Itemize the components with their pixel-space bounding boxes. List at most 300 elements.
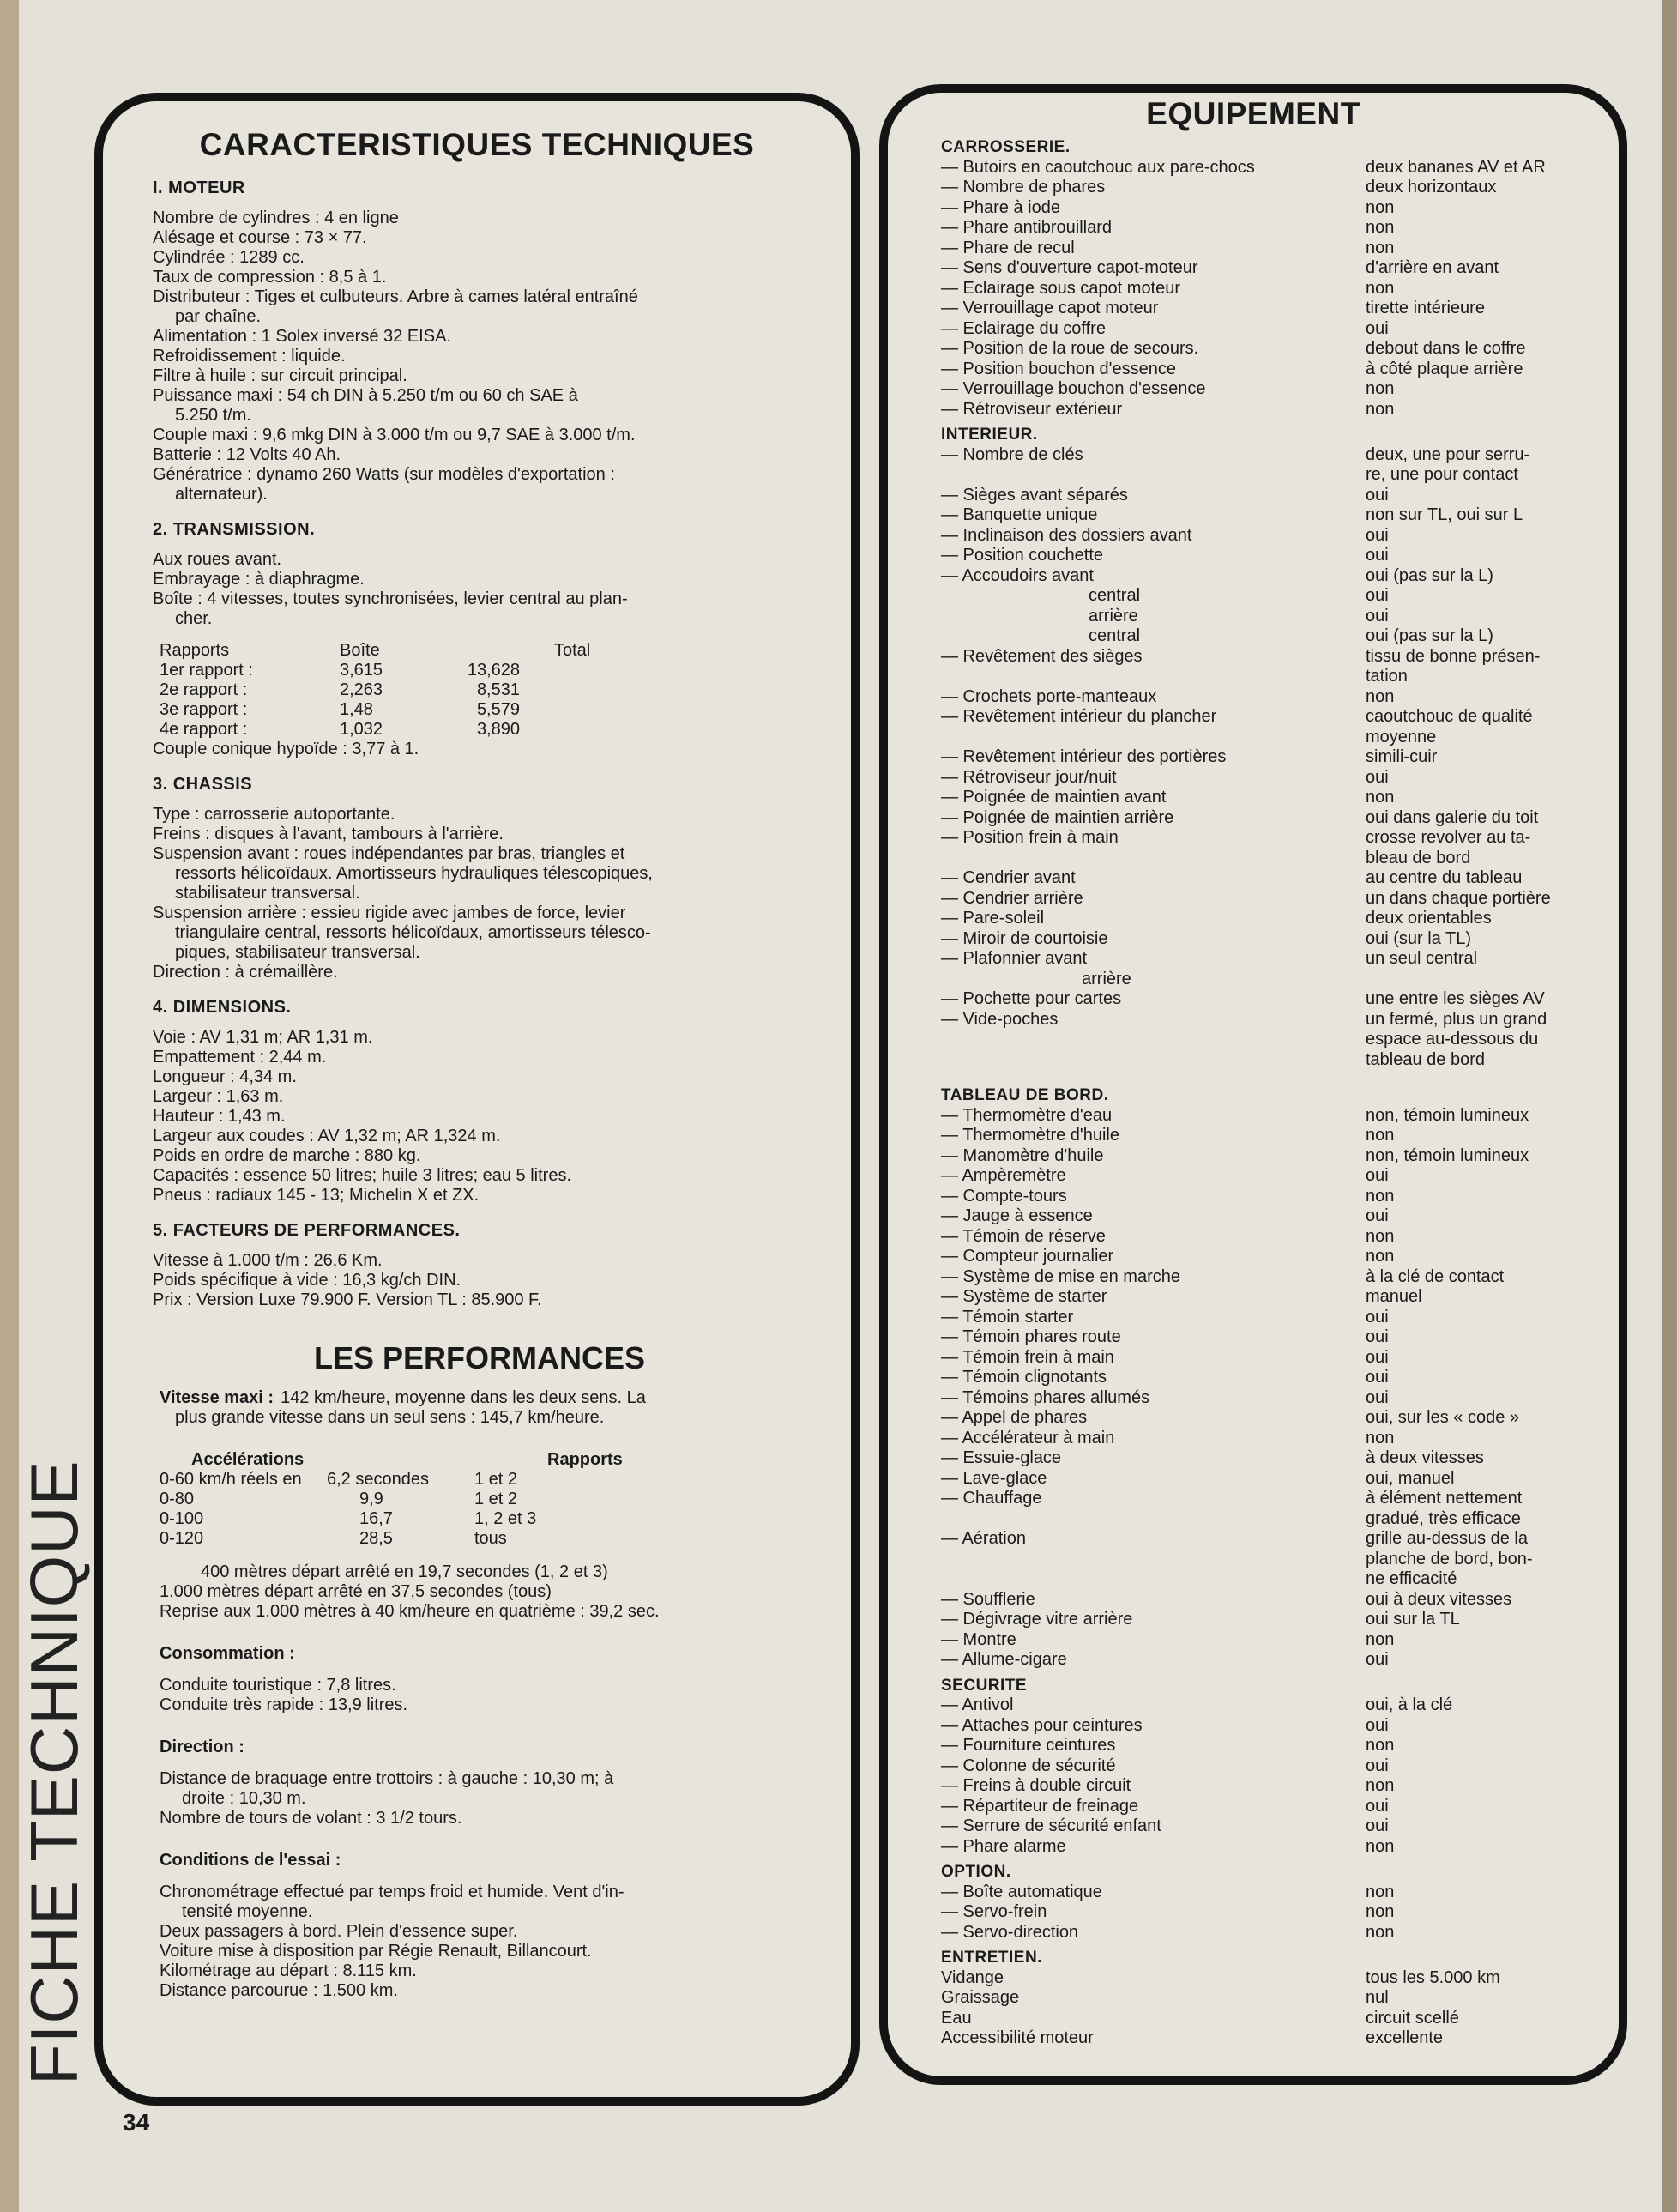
spec-line: Puissance maxi : 54 ch DIN à 5.250 t/m ou 60 ch SAE à <box>153 386 578 405</box>
ratio-cell: 8,531 <box>476 680 520 699</box>
equipment-row <box>941 1923 1590 1943</box>
equipment-value: oui (pas sur la L) <box>1366 565 1493 585</box>
equipment-value: excellente <box>1366 2028 1444 2047</box>
equipment-value: ne efficacité <box>1366 1569 1457 1588</box>
equipment-item: — Boîte automatique <box>941 1882 1102 1901</box>
spec-line: Suspension avant : roues indépendantes par bras, triangles et <box>153 844 625 863</box>
equipment-value: non <box>1366 1226 1395 1246</box>
equipment-item: — Servo-frein <box>941 1902 1047 1921</box>
equipment-row <box>941 828 1590 849</box>
equipment-value: oui dans galerie du toit <box>1366 807 1539 827</box>
equipment-value: non <box>1366 218 1395 237</box>
spec-line: Type : carrosserie autoportante. <box>153 805 395 824</box>
equipment-item <box>941 1550 1366 1570</box>
equipment-value: tissu de bonne présen- <box>1366 646 1541 666</box>
equipment-item: — Crochets porte-manteaux <box>941 686 1157 706</box>
equipment-value: non <box>1366 278 1395 298</box>
equipment-row <box>941 1327 1590 1348</box>
equipment-value: non <box>1366 788 1395 807</box>
equipment-item: central <box>1089 586 1141 605</box>
equipment-item: — Témoin starter <box>941 1307 1074 1327</box>
acc-header: Rapports <box>547 1450 623 1469</box>
specs-content <box>103 178 851 2001</box>
equipment-value: non <box>1366 238 1395 257</box>
equipment-item: — Revêtement des sièges <box>941 646 1143 666</box>
equipment-section-heading: SECURITE <box>941 1676 1028 1695</box>
equipment-row <box>941 1010 1590 1030</box>
equipment-value: non <box>1366 379 1395 398</box>
equipment-value: non <box>1366 197 1395 217</box>
equipment-item: — Accoudoirs avant <box>941 565 1094 585</box>
equipment-value: un fermé, plus un grand <box>1366 1009 1547 1029</box>
equipment-value: oui <box>1366 1327 1389 1346</box>
equipment-item: — Servo-direction <box>941 1922 1079 1942</box>
ratio-cell: 2e rapport : <box>160 680 248 699</box>
equipment-item: Eau <box>941 2008 972 2028</box>
equipment-value: tation <box>1366 667 1408 686</box>
equipment-item <box>941 1050 1366 1071</box>
equipment-row <box>941 445 1590 466</box>
equipment-section-heading: INTERIEUR. <box>941 426 1038 444</box>
spec-line: Boîte : 4 vitesses, toutes synchronisées, levier central au plan- <box>153 589 628 608</box>
spec-line: ressorts hélicoïdaux. Amortisseurs hydrauliques télescopiques, <box>175 864 653 883</box>
equipment-row <box>941 970 1590 990</box>
acc-cell: 16,7 <box>359 1509 393 1528</box>
equipment-item <box>941 728 1366 748</box>
equipment-value: non <box>1366 1736 1395 1755</box>
acc-note: 1.000 mètres départ arrêté en 37,5 secondes (tous) <box>160 1582 552 1601</box>
spec-line: Chronométrage effectué par temps froid et humide. Vent d'in- <box>160 1883 624 1901</box>
equipment-item: — Phare à iode <box>941 197 1060 217</box>
equipment-value: oui à deux vitesses <box>1366 1589 1512 1609</box>
equipment-row <box>941 1408 1590 1429</box>
equipment-value: manuel <box>1366 1287 1422 1306</box>
equipment-value: non sur TL, oui sur L <box>1366 505 1523 524</box>
acc-headers <box>153 1450 806 1470</box>
spec-line: Couple maxi : 9,6 mkg DIN à 3.000 t/m ou 9,7 SAE à 3.000 t/m. <box>153 426 636 444</box>
equipment-row <box>941 465 1590 486</box>
acc-cell: 0-120 <box>160 1529 204 1548</box>
equipment-value: oui <box>1366 1816 1389 1835</box>
equipment-value: oui <box>1366 1166 1389 1185</box>
equipment-item: — Revêtement intérieur du plancher <box>941 707 1217 726</box>
equipment-row <box>941 360 1590 380</box>
equipment-value: oui <box>1366 1368 1389 1387</box>
equipment-item: — Témoin de réserve <box>941 1226 1106 1246</box>
acc-cell: 0-60 km/h réels en <box>160 1470 302 1489</box>
equipment-value: deux horizontaux <box>1366 178 1497 196</box>
equipment-row <box>941 1308 1590 1328</box>
spec-line: Hauteur : 1,43 m. <box>153 1107 286 1126</box>
ratio-header: Rapports <box>160 641 230 660</box>
equipment-item: — Phare de recul <box>941 238 1075 257</box>
spec-line: Distance de braquage entre trottoirs : à gauche : 10,30 m; à <box>160 1769 614 1788</box>
ratio-header: Total <box>554 641 591 660</box>
equipment-row <box>941 647 1590 668</box>
equipment-row <box>941 1489 1590 1509</box>
equipment-item: — Freins à double circuit <box>941 1776 1131 1795</box>
equipment-item: Accessibilité moteur <box>941 2028 1094 2047</box>
equipment-row <box>941 1529 1590 1550</box>
acc-cell: tous <box>474 1529 507 1548</box>
section-heading: I. MOTEUR <box>153 178 245 197</box>
equipment-value: à côté plaque arrière <box>1366 359 1523 378</box>
equipment-item: — Témoin phares route <box>941 1327 1121 1346</box>
spec-line: Distance parcourue : 1.500 km. <box>160 1981 398 2000</box>
spec-line: droite : 10,30 m. <box>182 1789 306 1808</box>
acc-note: Reprise aux 1.000 mètres à 40 km/heure en quatrième : 39,2 sec. <box>160 1602 660 1621</box>
equipment-item: — Pare-soleil <box>941 909 1045 928</box>
spec-line: Voiture mise à disposition par Régie Renault, Billancourt. <box>160 1942 592 1961</box>
equipment-item: — Position frein à main <box>941 828 1119 847</box>
equipment-row <box>941 1736 1590 1756</box>
equipment-item: — Eclairage sous capot moteur <box>941 278 1181 298</box>
spec-line: Poids en ordre de marche : 880 kg. <box>153 1146 421 1165</box>
equipment-row <box>941 1816 1590 1837</box>
acc-cell: 9,9 <box>359 1490 383 1508</box>
ratio-cell: 2,263 <box>340 680 383 699</box>
equipment-row <box>941 379 1590 400</box>
equipment-value: oui <box>1366 1715 1389 1735</box>
equipment-row <box>941 849 1590 869</box>
equipment-value: oui, manuel <box>1366 1468 1455 1488</box>
equipment-value: tous les 5.000 km <box>1366 1967 1500 1987</box>
equipment-item: — Miroir de courtoisie <box>941 928 1108 948</box>
spec-line: Batterie : 12 Volts 40 Ah. <box>153 445 341 464</box>
equipment-item: — Rétroviseur jour/nuit <box>941 767 1117 787</box>
spec-line: cher. <box>175 609 213 628</box>
equipment-item: — Essuie-glace <box>941 1448 1062 1467</box>
equipment-row <box>941 1368 1590 1388</box>
spec-line: Aux roues avant. <box>153 550 282 569</box>
acc-table <box>153 1470 806 1549</box>
spec-line: Vitesse à 1.000 t/m : 26,6 Km. <box>153 1251 383 1270</box>
spec-line: Génératrice : dynamo 260 Watts (sur modèles d'exportation : <box>153 465 615 484</box>
equipment-value: re, une pour contact <box>1366 465 1518 484</box>
equipment-row <box>941 218 1590 239</box>
acc-spacer <box>567 1529 806 1549</box>
equipment-item <box>941 849 1366 869</box>
equipment-value: non <box>1366 1428 1395 1447</box>
spec-line: Nombre de tours de volant : 3 1/2 tours. <box>160 1809 462 1828</box>
equipment-value: circuit scellé <box>1366 2008 1459 2028</box>
equipment-row <box>941 2028 1590 2049</box>
acc-spacer <box>567 1470 806 1490</box>
equipment-row <box>941 728 1590 748</box>
spec-line: Filtre à huile : sur circuit principal. <box>153 366 407 385</box>
section-heading: 2. TRANSMISSION. <box>153 520 316 539</box>
equipment-row <box>941 909 1590 929</box>
equipment-row <box>941 1756 1590 1777</box>
acc-cell: 28,5 <box>359 1529 393 1548</box>
equipment-value: non <box>1366 1629 1395 1649</box>
vitesse-line: plus grande vitesse dans un seul sens : 145,7 km/heure. <box>175 1408 605 1427</box>
equipment-row <box>941 1146 1590 1167</box>
subsection-heading: Consommation : <box>160 1644 295 1663</box>
equipment-value: nul <box>1366 1988 1389 2007</box>
equipment-value: oui <box>1366 1756 1389 1775</box>
equipment-value: non <box>1366 1902 1395 1921</box>
equipment-row <box>941 768 1590 789</box>
equipment-row <box>941 687 1590 708</box>
equipment-row <box>941 586 1590 607</box>
spec-line: Embrayage : à diaphragme. <box>153 570 365 589</box>
spec-line: Conduite très rapide : 13,9 litres. <box>160 1695 408 1714</box>
equipment-row <box>941 1569 1590 1590</box>
vitesse-text: 142 km/heure, moyenne dans les deux sens. La <box>281 1388 646 1407</box>
technical-specs-panel <box>94 93 860 2106</box>
equipment-value: non <box>1366 399 1395 419</box>
equipment-row <box>941 1267 1590 1288</box>
equipment-row <box>941 1469 1590 1490</box>
equipment-value: oui <box>1366 586 1389 605</box>
equipment-item: — Position couchette <box>941 546 1103 565</box>
equipment-value: bleau de bord <box>1366 848 1471 867</box>
equipment-item: — Témoins phares allumés <box>941 1387 1150 1407</box>
equipment-row <box>941 1590 1590 1611</box>
equipment-row <box>941 1610 1590 1630</box>
equipment-row <box>941 808 1590 829</box>
equipment-item: Vidange <box>941 1967 1004 1987</box>
equipment-value: d'arrière en avant <box>1366 258 1499 277</box>
acc-cell: 0-80 <box>160 1490 195 1508</box>
equipment-item: — Compte-tours <box>941 1186 1067 1206</box>
equipment-row <box>941 258 1590 279</box>
spec-line: Alimentation : 1 Solex inversé 32 EISA. <box>153 327 451 346</box>
acc-cell: 1 et 2 <box>474 1470 518 1489</box>
equipment-item: — Butoirs en caoutchouc aux pare-chocs <box>941 157 1255 177</box>
spec-line: Capacités : essence 50 litres; huile 3 litres; eau 5 litres. <box>153 1166 572 1185</box>
equipment-item: — Verrouillage capot moteur <box>941 299 1159 317</box>
spec-line: Pneus : radiaux 145 - 13; Michelin X et ZX. <box>153 1186 480 1205</box>
equipment-row <box>941 707 1590 728</box>
equipment-value: oui, sur les « code » <box>1366 1408 1519 1427</box>
spec-line: Freins : disques à l'avant, tambours à l'arrière. <box>153 825 504 843</box>
equipment-value: oui <box>1366 1347 1389 1367</box>
equipment-value: une entre les sièges AV <box>1366 989 1545 1008</box>
equipment-row <box>941 1797 1590 1817</box>
equipment-row <box>941 299 1590 319</box>
equipment-item: — Nombre de phares <box>941 178 1106 196</box>
acc-cell: 0-100 <box>160 1509 204 1528</box>
equipment-value: au centre du tableau <box>1366 868 1523 887</box>
equipment-item: — Poignée de maintien arrière <box>941 807 1174 827</box>
ratio-cell: 13,628 <box>467 661 520 680</box>
equipment-value: caoutchouc de qualité <box>1366 707 1533 726</box>
equipment-value: oui <box>1366 485 1389 505</box>
equipment-value: à deux vitesses <box>1366 1448 1484 1467</box>
equipment-value: oui <box>1366 606 1389 626</box>
equipment-row <box>941 1227 1590 1248</box>
spec-line: Distributeur : Tiges et culbuteurs. Arbre à cames latéral entraîné <box>153 287 638 306</box>
equipment-value: oui, à la clé <box>1366 1695 1453 1714</box>
equipment-value: oui <box>1366 318 1389 338</box>
equipment-value: debout dans le coffre <box>1366 339 1526 358</box>
equipment-row <box>941 1030 1590 1050</box>
equipment-value <box>1366 970 1590 990</box>
equipment-row <box>941 868 1590 889</box>
equipment-value: gradué, très efficace <box>1366 1508 1521 1528</box>
acc-header: Accélérations <box>191 1450 305 1469</box>
ratio-cell: 1er rapport : <box>160 661 253 680</box>
vitesse-label: Vitesse maxi : <box>160 1388 274 1407</box>
equipment-item: — Compteur journalier <box>941 1247 1114 1266</box>
equipment-value: non <box>1366 1836 1395 1856</box>
equipment-row <box>941 1883 1590 1903</box>
equipment-row <box>941 1837 1590 1858</box>
spec-line: Couple conique hypoïde : 3,77 à 1. <box>153 740 419 758</box>
spec-line: alternateur). <box>175 485 268 504</box>
equipment-value: crosse revolver au ta- <box>1366 828 1531 847</box>
equipment-row <box>941 1716 1590 1737</box>
equipment-row <box>941 626 1590 647</box>
equipment-value: oui <box>1366 1206 1389 1225</box>
ratio-cell: 3,890 <box>476 720 520 739</box>
equipment-value: deux bananes AV et AR <box>1366 157 1546 177</box>
equipment-value: non <box>1366 1247 1395 1266</box>
acc-cell: 1 et 2 <box>474 1490 518 1508</box>
equipment-item: central <box>1089 626 1141 645</box>
equipment-value: oui (pas sur la L) <box>1366 626 1493 645</box>
equipment-value: non, témoin lumineux <box>1366 1105 1529 1125</box>
equipment-row <box>941 607 1590 627</box>
equipment-section-heading: TABLEAU DE BORD. <box>941 1086 1109 1104</box>
equipment-row <box>941 1106 1590 1127</box>
spec-line: Direction : à crémaillère. <box>153 963 338 982</box>
spec-line: Alésage et course : 73 × 77. <box>153 228 367 247</box>
equipment-value: planche de bord, bon- <box>1366 1549 1533 1568</box>
equipment-list <box>888 137 1619 2049</box>
equipment-value: à élément nettement <box>1366 1489 1523 1508</box>
equipment-row <box>941 1050 1590 1071</box>
equipment-row <box>941 198 1590 219</box>
equipment-value: non <box>1366 1776 1395 1795</box>
spec-line: Conduite touristique : 7,8 litres. <box>160 1676 396 1695</box>
side-label: FICHE TECHNIQUE <box>16 1460 92 2085</box>
spec-line: Poids spécifique à vide : 16,3 kg/ch DIN. <box>153 1271 461 1290</box>
equipment-row <box>941 239 1590 259</box>
equipment-row <box>941 1550 1590 1570</box>
ratio-table <box>160 641 806 740</box>
spec-line: Voie : AV 1,31 m; AR 1,31 m. <box>153 1028 373 1047</box>
spec-line: piques, stabilisateur transversal. <box>175 943 420 962</box>
equipment-item: — Thermomètre d'huile <box>941 1126 1119 1145</box>
equipment-item: — Manomètre d'huile <box>941 1145 1104 1165</box>
equipment-item <box>941 465 1366 486</box>
equipment-item: — Sièges avant séparés <box>941 485 1128 505</box>
equipment-item: — Soufflerie <box>941 1589 1035 1609</box>
equipment-row <box>941 1287 1590 1308</box>
equipment-item <box>941 1569 1366 1590</box>
equipment-item: — Cendrier avant <box>941 868 1076 887</box>
equipment-value: non <box>1366 1882 1395 1901</box>
equipment-item: — Antivol <box>941 1695 1014 1714</box>
equipment-value: un seul central <box>1366 949 1478 968</box>
equipment-item: — Système de mise en marche <box>941 1266 1180 1286</box>
equipment-value: tirette intérieure <box>1366 299 1485 317</box>
equipment-item: — Thermomètre d'eau <box>941 1105 1113 1125</box>
equipment-value: oui (sur la TL) <box>1366 928 1472 948</box>
ratio-cell: 5,579 <box>476 700 520 719</box>
equipment-item: — Jauge à essence <box>941 1206 1093 1225</box>
equipment-section-heading: OPTION. <box>941 1863 1011 1881</box>
spec-line: Prix : Version Luxe 79.900 F. Version TL : 85.900 F. <box>153 1290 542 1309</box>
equipment-value: oui sur la TL <box>1366 1610 1460 1629</box>
equipment-item: — Poignée de maintien avant <box>941 788 1167 807</box>
equipment-value: oui <box>1366 1307 1389 1327</box>
equipment-row <box>941 1968 1590 1989</box>
acc-cell: 6,2 secondes <box>327 1470 429 1489</box>
equipment-row <box>941 178 1590 198</box>
equipment-row <box>941 1187 1590 1207</box>
vitesse-line <box>153 1388 806 1408</box>
ratio-cell: 3,615 <box>340 661 383 680</box>
equipment-item: arrière <box>1082 969 1131 988</box>
equipment-row <box>941 1247 1590 1267</box>
equipment-value: oui <box>1366 1796 1389 1816</box>
equipment-row <box>941 929 1590 950</box>
equipment-row <box>941 1695 1590 1716</box>
equipment-row <box>941 339 1590 360</box>
equipment-item: — Système de starter <box>941 1287 1107 1306</box>
equipment-row <box>941 1776 1590 1797</box>
equipment-item: — Pochette pour cartes <box>941 989 1122 1008</box>
spec-line: Largeur aux coudes : AV 1,32 m; AR 1,324 m. <box>153 1127 501 1145</box>
specs-title: CARACTERISTIQUES TECHNIQUES <box>199 127 755 162</box>
equipment-item: — Fourniture ceintures <box>941 1736 1116 1755</box>
equipment-item: — Aération <box>941 1529 1026 1548</box>
equipment-value: non <box>1366 1126 1395 1145</box>
equipment-item: — Dégivrage vitre arrière <box>941 1610 1133 1629</box>
spec-line: Suspension arrière : essieu rigide avec jambes de force, levier <box>153 904 626 922</box>
acc-spacer <box>567 1490 806 1509</box>
equipment-title: EQUIPEMENT <box>1146 96 1360 131</box>
equipment-item: — Position de la roue de secours. <box>941 339 1199 358</box>
equipment-row <box>941 949 1590 970</box>
spec-line: tensité moyenne. <box>182 1902 313 1921</box>
equipment-value: grille au-dessus de la <box>1366 1529 1528 1548</box>
performances-title: LES PERFORMANCES <box>313 1340 646 1375</box>
equipment-value: deux orientables <box>1366 909 1492 928</box>
equipment-section-heading: CARROSSERIE. <box>941 138 1071 156</box>
equipment-row <box>941 989 1590 1010</box>
ratio-cell: 4e rapport : <box>160 720 248 739</box>
equipment-item: — Ampèremètre <box>941 1166 1066 1185</box>
equipment-row <box>941 486 1590 506</box>
ratio-cell: 1,48 <box>340 700 373 719</box>
spec-line: stabilisateur transversal. <box>175 884 360 903</box>
spec-line: triangulaire central, ressorts hélicoïdaux, amortisseurs télesco- <box>175 923 651 942</box>
equipment-row <box>941 505 1590 526</box>
section-heading: 4. DIMENSIONS. <box>153 998 292 1017</box>
equipment-row <box>941 1902 1590 1923</box>
equipment-item: — Eclairage du coffre <box>941 318 1106 338</box>
equipment-value: tableau de bord <box>1366 1049 1486 1069</box>
spec-line: Nombre de cylindres : 4 en ligne <box>153 209 399 227</box>
equipment-item: — Nombre de clés <box>941 444 1083 464</box>
equipment-item: — Cendrier arrière <box>941 888 1083 908</box>
spec-line: Taux de compression : 8,5 à 1. <box>153 268 387 287</box>
equipment-item: — Appel de phares <box>941 1408 1088 1427</box>
equipment-value: non <box>1366 1922 1395 1942</box>
equipment-row <box>941 1348 1590 1369</box>
spec-line: Kilométrage au départ : 8.115 km. <box>160 1961 417 1980</box>
equipment-item: — Position bouchon d'essence <box>941 359 1176 378</box>
equipment-item: — Rétroviseur extérieur <box>941 399 1123 419</box>
equipment-item <box>941 1030 1366 1050</box>
equipment-row <box>941 1388 1590 1409</box>
equipment-item: — Allume-cigare <box>941 1650 1067 1669</box>
